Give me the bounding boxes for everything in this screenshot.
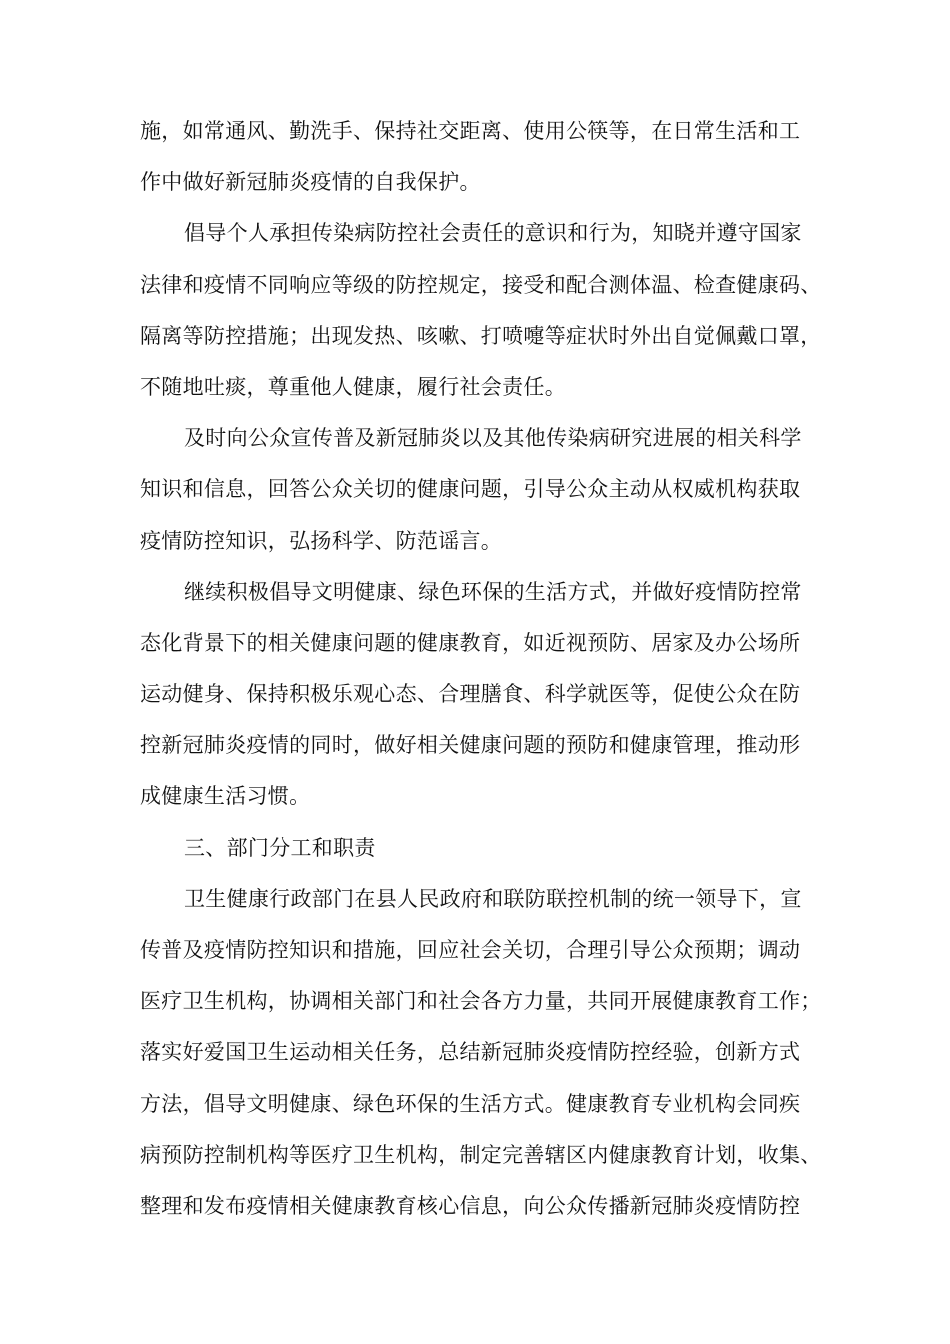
text-line: 倡导个人承担传染病防控社会责任的意识和行为，知晓并遵守国家 [184, 221, 802, 246]
text-line: 落实好爱国卫生运动相关任务，总结新冠肺炎疫情防控经验，创新方式 [140, 1040, 801, 1065]
text-line: 知识和信息，回答公众关切的健康问题，引导公众主动从权威机构获取 [140, 477, 801, 502]
paragraph-3 [140, 413, 830, 567]
text-line: 态化背景下的相关健康问题的健康教育，如近视预防、居家及办公场所 [140, 630, 801, 655]
text-line: 整理和发布疫情相关健康教育核心信息，向公众传播新冠肺炎疫情防控 [140, 1193, 801, 1218]
paragraph-2 [140, 208, 830, 413]
text-line: 传普及疫情防控知识和措施，回应社会关切，合理引导公众预期；调动 [140, 938, 801, 962]
text-line: 运动健身、保持积极乐观心态、合理膳食、科学就医等，促使公众在防 [140, 682, 801, 707]
text-line: 成健康生活习惯。 [140, 784, 311, 809]
text-line: 及时向公众宣传普及新冠肺炎以及其他传染病研究进展的相关科学 [184, 426, 802, 451]
text-line: 医疗卫生机构，协调相关部门和社会各方力量，共同开展健康教育工作； [140, 989, 822, 1014]
text-line: 作中做好新冠肺炎疫情的自我保护。 [140, 170, 481, 195]
text-line: 不随地吐痰，尊重他人健康，履行社会责任。 [140, 374, 566, 399]
text-line: 继续积极倡导文明健康、绿色环保的生活方式，并做好疫情防控常 [184, 579, 802, 604]
document-body [140, 106, 830, 1232]
text-line: 法律和疫情不同响应等级的防控规定，接受和配合测体温、检查健康码、 [140, 272, 822, 297]
text-line: 方法，倡导文明健康、绿色环保的生活方式。健康教育专业机构会同疾 [140, 1091, 801, 1116]
section-heading: 三、部门分工和职责 [184, 835, 376, 860]
paragraph-4 [140, 567, 830, 823]
section-paragraph [140, 874, 830, 1232]
text-line: 病预防控制机构等医疗卫生机构，制定完善辖区内健康教育计划，收集、 [140, 1142, 822, 1167]
text-line: 疫情防控知识，弘扬科学、防范谣言。 [140, 528, 503, 553]
text-line: 施，如常通风、勤洗手、保持社交距离、使用公筷等，在日常生活和工 [140, 119, 801, 143]
text-line: 隔离等防控措施；出现发热、咳嗽、打喷嚏等症状时外出自觉佩戴口罩， [140, 323, 822, 348]
paragraph-1 [140, 106, 830, 208]
text-line: 卫生健康行政部门在县人民政府和联防联控机制的统一领导下，宣 [184, 886, 802, 911]
text-line: 控新冠肺炎疫情的同时，做好相关健康问题的预防和健康管理，推动形 [140, 733, 801, 758]
